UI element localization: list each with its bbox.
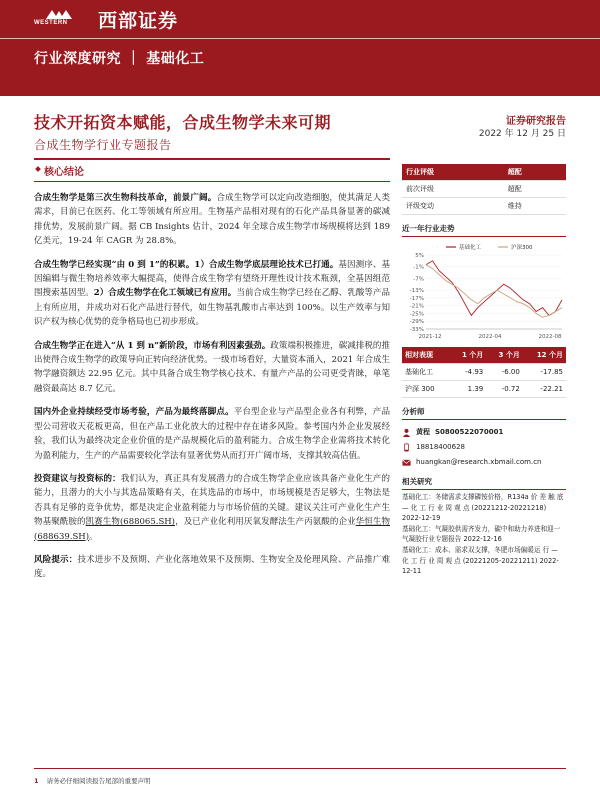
- analyst-heading: 分析师: [402, 406, 566, 420]
- trend-chart: [402, 241, 566, 341]
- paragraph-2-lead-b: 2）合成生物学在化工领域已有应用。: [93, 288, 237, 299]
- stock-link-huaheng[interactable]: 华恒生物(688639.SH): [34, 517, 390, 542]
- chart-legend: [446, 243, 533, 251]
- page-number: 1: [34, 777, 39, 785]
- report-title: 技术开拓资本赋能，合成生物学未来可期: [34, 113, 332, 132]
- perf-cell: 沪深 300: [402, 381, 450, 398]
- x-tick-label: 2021-12: [418, 334, 442, 340]
- y-tick-label: -7%: [413, 276, 424, 283]
- analyst-cert: S0800522070001: [435, 428, 504, 436]
- logo-english: WESTERN: [34, 20, 68, 26]
- risk-body: 技术进步不及预期、产业化落地效果不及预期、生物安全及伦理风险、产品推广难度。: [34, 554, 390, 580]
- paragraph-3: [34, 339, 390, 397]
- chart-y-ticks: [410, 253, 424, 333]
- analyst-name: 黄程: [416, 428, 430, 436]
- paragraph-3-lead: 合成生物学正在进入“从 1 到 n”新阶段，市场有利因素强劲。: [34, 340, 271, 351]
- paragraph-5-body-c: 。: [89, 531, 98, 542]
- paragraph-1-lead: 合成生物学是第三次生物科技革命，前景广阔。: [34, 193, 217, 203]
- rating-label: 评级变动: [402, 198, 504, 215]
- paragraph-2: [34, 258, 390, 330]
- perf-header-cell: 相对表现: [402, 347, 450, 364]
- x-tick-label: 2022-08: [538, 334, 562, 340]
- analyst-email-row: [402, 456, 566, 468]
- legend-label: 沪深300: [511, 245, 533, 251]
- paragraph-5-lead: 投资建议与投资标的：: [34, 473, 121, 484]
- footer: [34, 776, 151, 785]
- rating-row: [402, 198, 566, 215]
- paragraph-3-body: 政策端积极推进，碳减排税的推出使得合成生物学的政策导向正转向经济优势。一级市场看好，大量资本涌入，2021 年合成生物学融资额达 22.95 亿元。其中具备合成生物学核心技术、有量产产品的公司更受青睐，单笔融资最高达 8.7 亿元。: [34, 340, 390, 394]
- y-tick-label: -1%: [413, 264, 424, 271]
- paragraph-2-body-a: 基因测序、基因编辑与微生物培养效率大幅提高，使得合成生物学有望绕开理性设计技术瓶颈，全基因组范围搜索基因型。: [34, 259, 390, 299]
- perf-cell: 基础化工: [402, 364, 450, 381]
- rating-label: 前次评级: [402, 181, 504, 198]
- y-tick-label: -17%: [409, 295, 424, 302]
- paragraph-4: [34, 405, 390, 463]
- footer-disclaimer: 请务必仔细阅读报告尾部的重要声明: [46, 777, 151, 785]
- analyst-email[interactable]: huangkan@research.xbmail.com.cn: [416, 458, 542, 466]
- x-tick-label: 2022-04: [478, 334, 502, 340]
- report-date: 2022 年 12 月 25 日: [478, 129, 566, 139]
- rating-value: 维持: [504, 198, 566, 215]
- paragraph-6: [34, 553, 390, 582]
- rating-table: [402, 164, 566, 215]
- risk-lead: 风险提示：: [34, 554, 78, 565]
- report-type: 证券研究报告: [506, 116, 566, 127]
- banner-divider: [0, 38, 600, 39]
- rating-header-value: 超配: [504, 164, 566, 181]
- trend-chart-svg: [402, 241, 566, 341]
- perf-cell: 1.39: [450, 381, 487, 398]
- paragraph-2-lead: 合成生物学已经实现“由 0 到 1”的积累。1）合成生物学底层理论技术已打通。: [34, 259, 339, 270]
- analyst-info: [402, 426, 566, 468]
- related-heading: 相关研究: [402, 476, 566, 490]
- rating-value: 超配: [504, 181, 566, 198]
- report-category: 行业深度研究 ｜ 基础化工: [34, 51, 205, 67]
- paragraph-5: [34, 472, 390, 544]
- paragraph-5-body-b: ，及已产业化利用厌氧发酵法生产丙氨酸的企业: [175, 517, 356, 528]
- core-conclusions: [34, 158, 390, 582]
- y-tick-label: -13%: [409, 288, 424, 295]
- logo-chinese: 西部证券: [98, 10, 179, 32]
- footer-divider: [34, 768, 566, 769]
- related-item[interactable]: 基础化工：气凝胶供需齐发力，碳中和助力养进和迎一气凝胶行业专题报告 2022-12-16: [402, 524, 561, 544]
- y-tick-label: -33%: [409, 327, 424, 333]
- related-research-list: [402, 492, 566, 577]
- analyst-name-row: [402, 426, 566, 438]
- y-tick-label: -21%: [409, 303, 424, 310]
- performance-row: [402, 364, 566, 381]
- chart-series: [426, 261, 562, 318]
- series-line-index: [426, 265, 562, 318]
- person-icon: [402, 428, 411, 437]
- analyst-phone: 18818400628: [416, 443, 465, 451]
- perf-cell: -17.85: [523, 364, 566, 381]
- related-item[interactable]: 基础化工：成本、需求双支撑，冬肥市场偏暖运 行 — 化 工 行 业 周 观 点 (20221205-20221211) 2022-12-11: [402, 545, 559, 576]
- western-logo-icon: [44, 8, 74, 20]
- core-heading: 核心结论: [34, 158, 390, 182]
- paragraph-4-body: 平台型企业与产品型企业各有利弊，产品型公司营收天花板更高，但在产品工业化放大的过程中存在诸多风险。参考国内外企业发展经验，我们认为最终决定企业价值的是产品规模化后的盈利能力。合成生物学企业需将技术转化为盈利能力，生产的产品需要较化学法有显著优势从而打开广阔市场，支撑其较高估值。: [34, 407, 390, 461]
- y-tick-label: -29%: [409, 319, 424, 326]
- related-item[interactable]: 基础化工：冬储需求支撑磷铵价格，R134a 价 差 触 底 — 化 工 行 业 周 观 点 (20221212-20221218) 2022-12-19: [402, 493, 564, 523]
- performance-header-row: [402, 347, 566, 364]
- stock-link-cathay[interactable]: 凯赛生物(688065.SH): [85, 517, 176, 528]
- mail-icon: [402, 458, 411, 467]
- performance-row: [402, 381, 566, 398]
- paragraph-1-body: 合成生物学可以定向改造细胞，使其满足人类需求，目前已在医药、化工等领域有所应用。生物基产品相对现有的石化产品具备显著的碳减排优势，发展前景广阔。据 CB Insights 估计，2024 年全球合成生物学市场规模将达到 189 亿美元，19-24 年 CAGR 为 28.8%。: [34, 193, 390, 247]
- rating-row: [402, 181, 566, 198]
- series-line-industry: [426, 261, 562, 316]
- paragraph-1: [34, 191, 390, 249]
- report-subtitle: 合成生物学行业专题报告: [34, 138, 172, 152]
- trend-heading: 近一年行业走势: [402, 223, 566, 237]
- perf-cell: -0.72: [486, 381, 523, 398]
- rating-header-row: [402, 164, 566, 181]
- perf-header-cell: 1 个月: [450, 347, 487, 364]
- rating-header-label: 行业评级: [402, 164, 504, 181]
- perf-cell: -6.00: [486, 364, 523, 381]
- y-tick-label: 5%: [415, 253, 424, 259]
- header-banner: [0, 0, 600, 96]
- perf-cell: -22.21: [523, 381, 566, 398]
- analyst-phone-row: [402, 441, 566, 453]
- perf-header-cell: 3 个月: [486, 347, 523, 364]
- legend-label: 基础化工: [459, 245, 482, 251]
- performance-table: [402, 347, 566, 398]
- paragraph-4-lead: 国内外企业持续经受市场考验，产品为最终落脚点。: [34, 407, 234, 418]
- paragraph-2-body-b: 当前合成生物学已经在乙醇、乳酸等产品上有所应用，并成功对石化产品进行替代，如生物基乳酸市占率达到 100%。以生产效率与知识产权为核心优势的竞争格局也已初步形成。: [34, 288, 390, 328]
- perf-cell: -4.93: [450, 364, 487, 381]
- phone-icon: [402, 443, 411, 452]
- y-tick-label: -25%: [409, 311, 424, 318]
- paragraph-5-body-a: 我们认为，真正具有发展潜力的合成生物学企业应该具备产业化生产的能力，且潜力的大小与其选品策略有关，在其选品的市场中，市场规模是否足够大，生物法是否具有足够的竞争优势，都是决定企业盈利能力与市场价值的关键。建议关注可产业化生产生物基聚酰胺的: [34, 473, 390, 528]
- perf-header-cell: 12 个月: [523, 347, 566, 364]
- chart-x-ticks: [419, 329, 562, 340]
- sidebar: [402, 164, 566, 577]
